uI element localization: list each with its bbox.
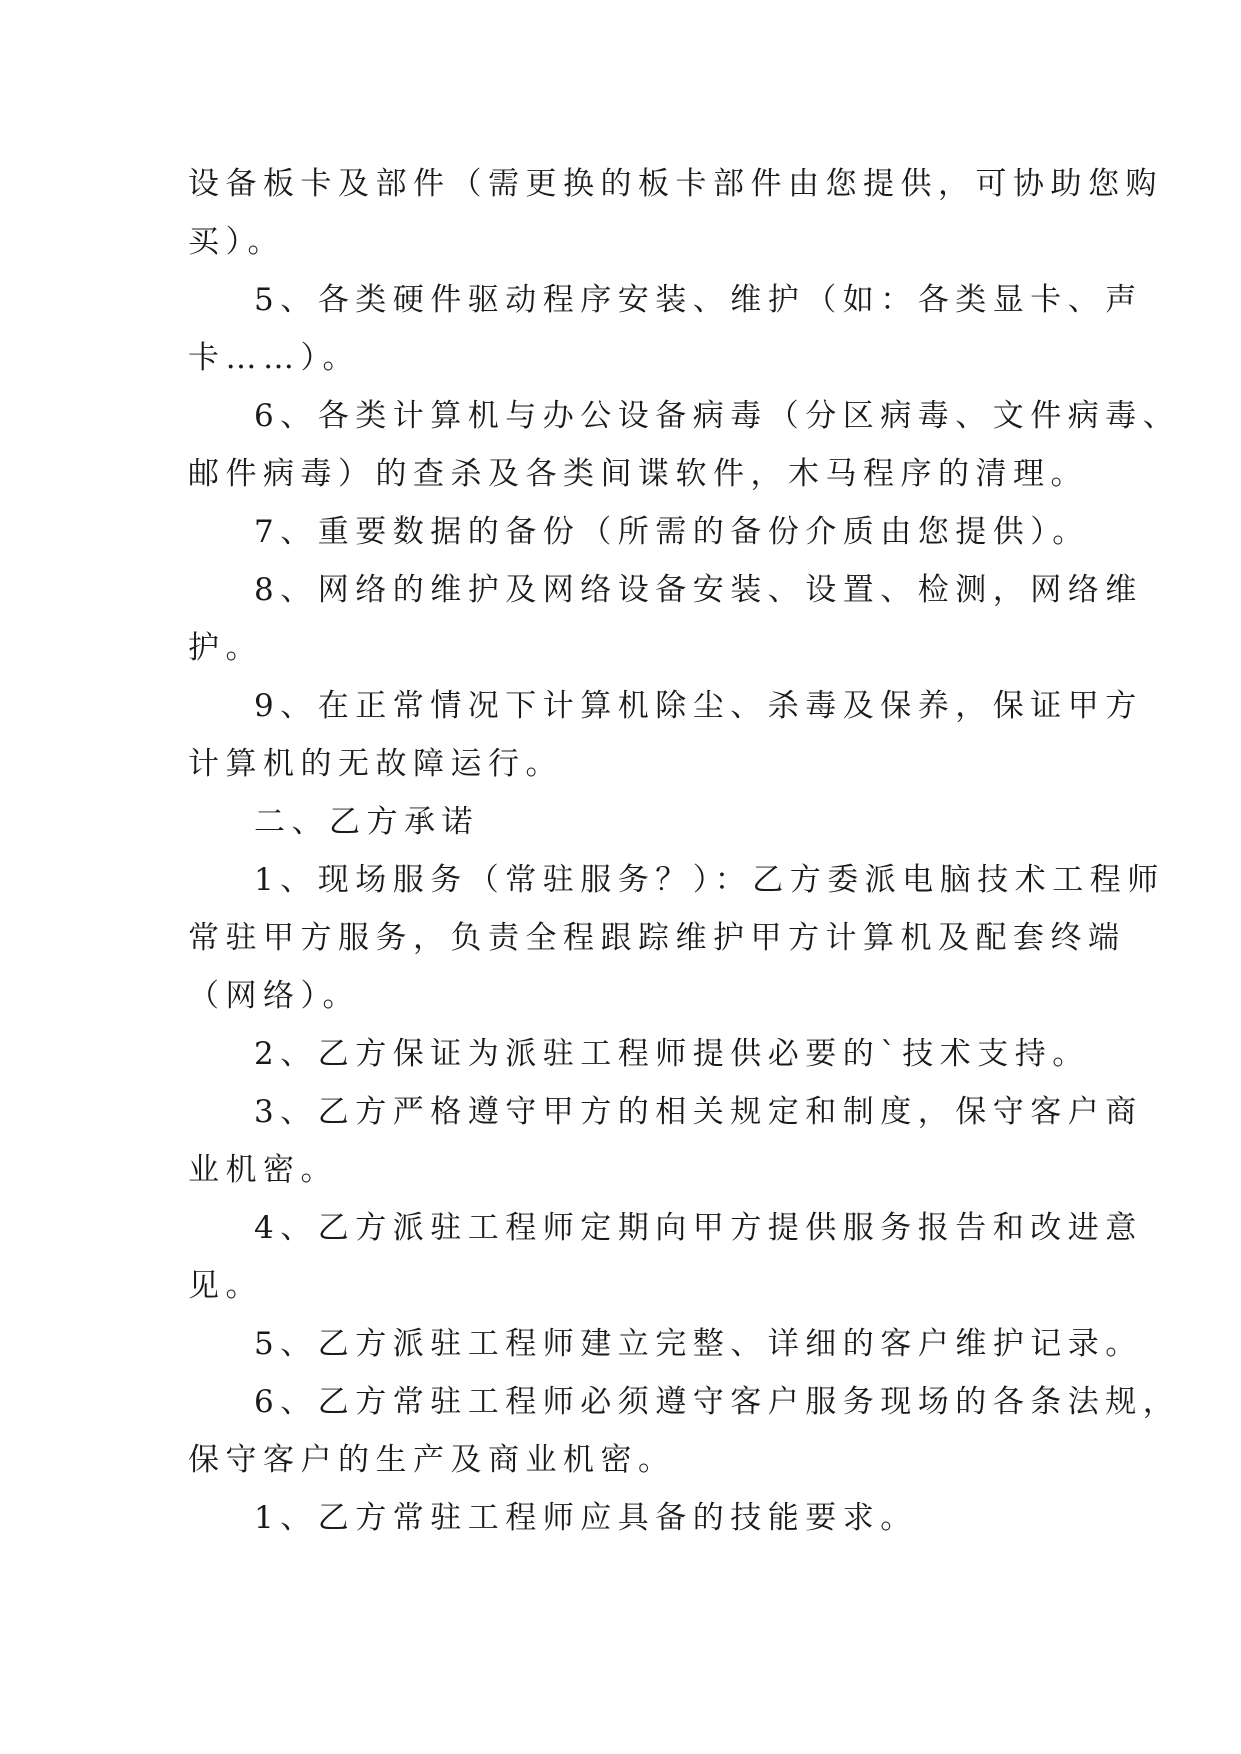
text-line: 邮件病毒）的查杀及各类间谍软件，木马程序的清理。	[188, 456, 1088, 492]
text-line: 设备板卡及部件（需更换的板卡部件由您提供，可协助您购	[188, 166, 1163, 202]
text-line: 护。	[188, 630, 263, 666]
list-item-1: 1、现场服务（常驻服务？）：乙方委派电脑技术工程师	[254, 862, 1165, 898]
text-line: 业机密。	[188, 1152, 338, 1188]
list-item-4: 4、乙方派驻工程师定期向甲方提供服务报告和改进意	[254, 1210, 1143, 1246]
list-item-5b: 5、乙方派驻工程师建立完整、详细的客户维护记录。	[254, 1326, 1143, 1362]
list-item-9: 9、在正常情况下计算机除尘、杀毒及保养，保证甲方	[254, 688, 1143, 724]
text-line: （网络）。	[188, 978, 360, 1014]
list-item-6b: 6、乙方常驻工程师必须遵守客户服务现场的各条法规，	[254, 1384, 1181, 1420]
list-item-8: 8、网络的维护及网络设备安装、设置、检测，网络维	[254, 572, 1143, 608]
list-item-7: 7、重要数据的备份（所需的备份介质由您提供）。	[254, 514, 1090, 550]
list-item-2: 2、乙方保证为派驻工程师提供必要的`技术支持。	[254, 1036, 1090, 1072]
text-line: 卡……）。	[188, 340, 360, 376]
list-item-3: 3、乙方严格遵守甲方的相关规定和制度，保守客户商	[254, 1094, 1143, 1130]
list-item-5: 5、各类硬件驱动程序安装、维护（如：各类显卡、声	[254, 282, 1143, 318]
list-item-6: 6、各类计算机与办公设备病毒（分区病毒、文件病毒、	[254, 398, 1181, 434]
text-line: 买）。	[188, 224, 285, 260]
document-body	[188, 155, 1181, 1547]
text-line: 常驻甲方服务，负责全程跟踪维护甲方计算机及配套终端	[188, 920, 1126, 956]
section-heading: 二、乙方承诺	[254, 804, 479, 840]
list-item-1b: 1、乙方常驻工程师应具备的技能要求。	[254, 1500, 918, 1536]
text-line: 计算机的无故障运行。	[188, 746, 563, 782]
text-line: 保守客户的生产及商业机密。	[188, 1442, 676, 1478]
text-line: 见。	[188, 1268, 263, 1304]
